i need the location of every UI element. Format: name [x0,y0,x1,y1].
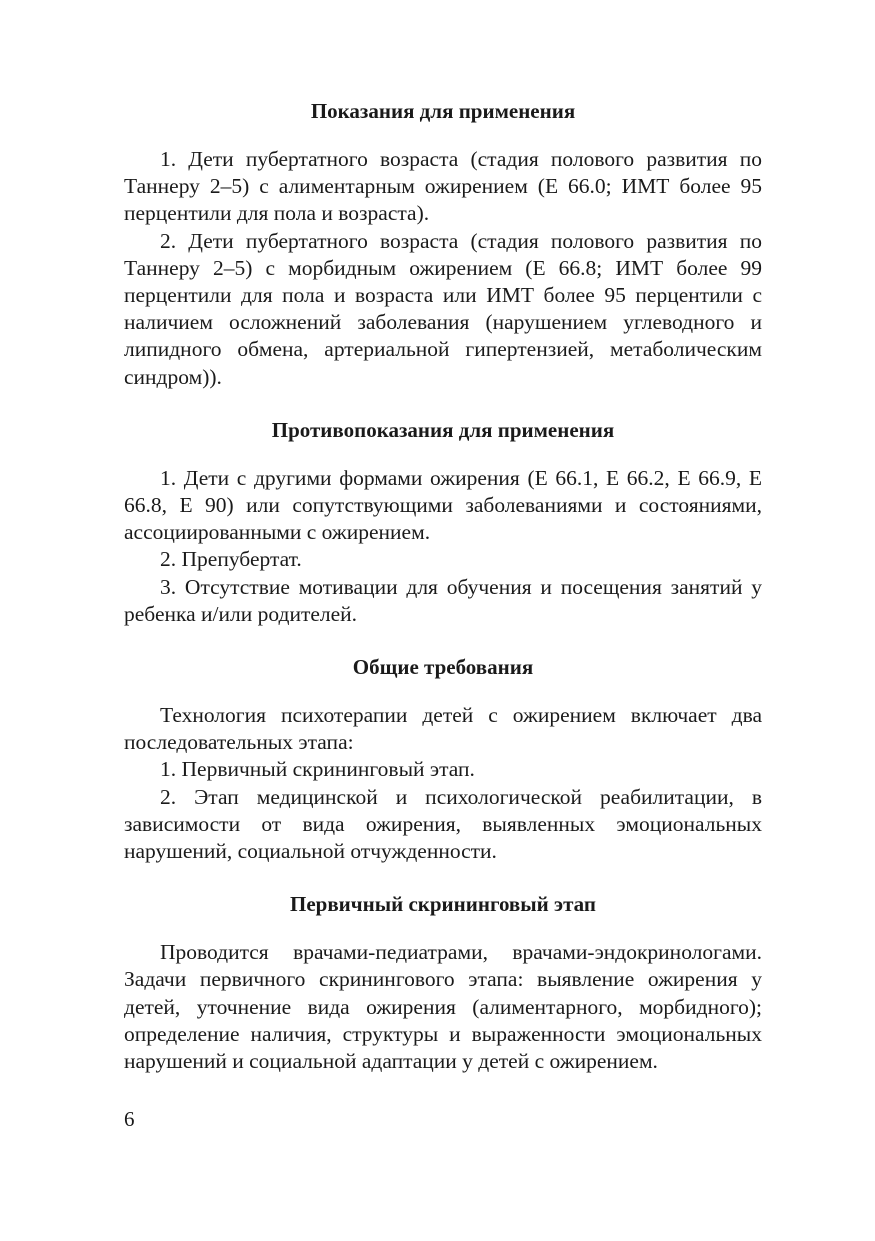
section-title-general: Общие требования [352,655,534,680]
general-item-2: 2. Этап медицинской и психологической реабилитации, в зависимости от вида ожирения, выявленных эмоциональных нарушений, социальной отчужденности. [124,784,762,864]
contraindication-item-1: 1. Дети с другими формами ожирения (Е 66.1, Е 66.2, Е 66.9, Е 66.8, Е 90) или сопутствующими заболеваниями и состояниями, ассоциированными с ожирением. [124,465,762,545]
contraindication-item-2: 2. Препубертат. [160,547,302,572]
general-intro: Технология психотерапии детей с ожирением включает два последовательных этапа: [124,703,762,755]
indication-item-2: 2. Дети пубертатного возраста (стадия полового развития по Таннеру 2–5) с морбидным ожирением (Е 66.8; ИМТ более 99 перцентили для пола и возраста или ИМТ более 95 перцентили с наличием осложнений заболевания (нарушением углеводного и липидного обмена, артериальной гипертензией, метаболическим синдром)). [124,228,762,389]
screening-paragraph: Проводится врачами-педиатрами, врачами-эндокринологами. Задачи первичного скринингового этапа: выявление ожирения у детей, уточнение вида ожирения (алиментарного, морбидного); определение наличия, структуры и выраженности эмоциональных нарушений и социальной адаптации у детей с ожирением. [124,940,762,1074]
indication-item-1: 1. Дети пубертатного возраста (стадия полового развития по Таннеру 2–5) с алиментарным ожирением (Е 66.0; ИМТ более 95 перцентили для пола и возраста). [124,147,762,226]
section-title-screening: Первичный скрининговый этап [289,892,596,917]
general-item-1: 1. Первичный скрининговый этап. [160,757,475,782]
page-content [124,98,762,1075]
contraindication-item-3: 3. Отсутствие мотивации для обучения и посещения занятий у ребенка и/или родителей. [124,574,762,626]
section-title-indications: Показания для применения [310,99,576,123]
section-title-contraindications: Противопоказания для применения [271,417,615,442]
page-number: 6 [124,1107,135,1131]
